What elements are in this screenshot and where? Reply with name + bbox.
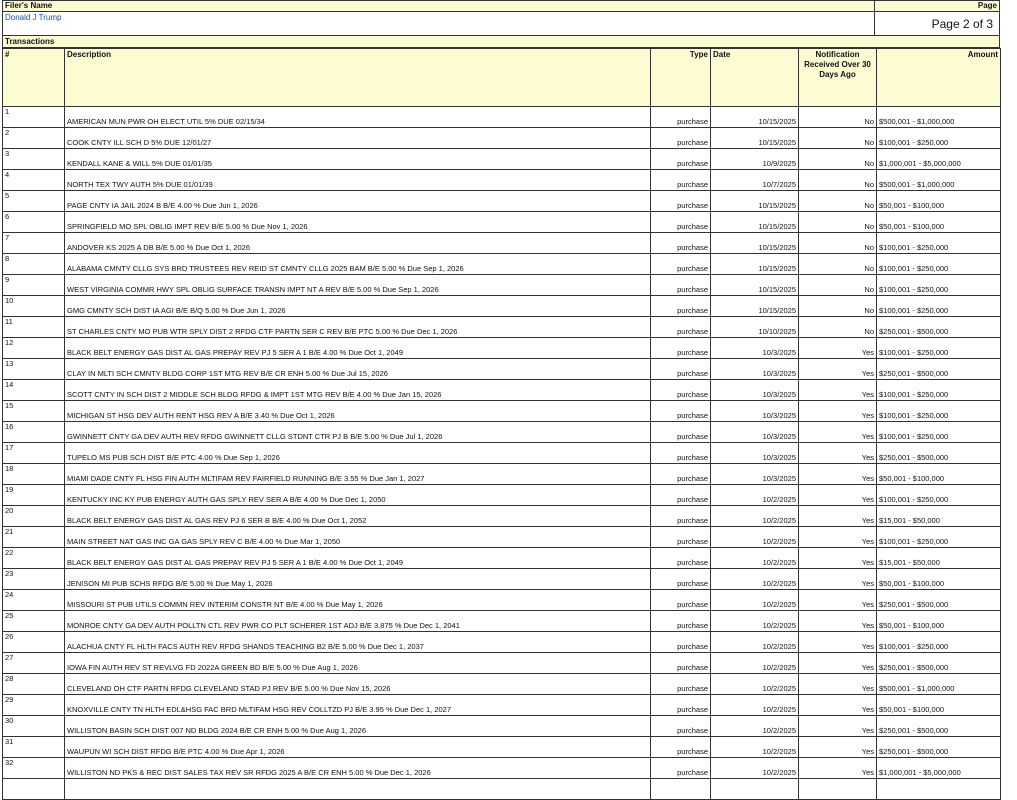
row-number: 13 <box>3 359 65 380</box>
date-cell: 10/2/2025 <box>711 653 799 674</box>
notification-cell: No <box>799 233 877 254</box>
table-row <box>3 212 1001 233</box>
type-cell: purchase <box>651 695 711 716</box>
amount-cell: $100,001 - $250,000 <box>877 401 1001 422</box>
amount-cell: $500,001 - $1,000,000 <box>877 170 1001 191</box>
date-cell: 10/2/2025 <box>711 674 799 695</box>
type-cell: purchase <box>651 548 711 569</box>
empty-row <box>3 779 1001 800</box>
date-cell: 10/2/2025 <box>711 548 799 569</box>
row-number: 31 <box>3 737 65 758</box>
type-cell: purchase <box>651 674 711 695</box>
column-header-type: Type <box>651 49 711 107</box>
date-cell: 10/2/2025 <box>711 632 799 653</box>
type-cell: purchase <box>651 443 711 464</box>
column-header-amount: Amount <box>877 49 1001 107</box>
amount-cell: $50,001 - $100,000 <box>877 212 1001 233</box>
page-number: Page 2 of 3 <box>931 17 993 31</box>
column-header-notification: Notification Received Over 30 Days Ago <box>799 49 877 107</box>
transactions-table <box>2 48 1001 800</box>
table-row <box>3 653 1001 674</box>
row-number: 32 <box>3 758 65 779</box>
column-header-date: Date <box>711 49 799 107</box>
row-number: 29 <box>3 695 65 716</box>
description-cell: ST CHARLES CNTY MO PUB WTR SPLY DIST 2 RFDG CTF PARTN SER C REV B/E PTC 5.00 % Due Dec 1, 2026 <box>65 317 651 338</box>
row-number: 11 <box>3 317 65 338</box>
type-cell: purchase <box>651 401 711 422</box>
table-row <box>3 359 1001 380</box>
date-cell: 10/15/2025 <box>711 107 799 128</box>
notification-cell: Yes <box>799 611 877 632</box>
row-number: 8 <box>3 254 65 275</box>
notification-cell: No <box>799 317 877 338</box>
amount-cell: $100,001 - $250,000 <box>877 254 1001 275</box>
amount-cell: $100,001 - $250,000 <box>877 422 1001 443</box>
amount-cell: $15,001 - $50,000 <box>877 548 1001 569</box>
row-number: 10 <box>3 296 65 317</box>
type-cell: purchase <box>651 737 711 758</box>
row-number: 12 <box>3 338 65 359</box>
notification-cell: Yes <box>799 359 877 380</box>
type-cell: purchase <box>651 233 711 254</box>
notification-cell: Yes <box>799 422 877 443</box>
amount-cell: $100,001 - $250,000 <box>877 632 1001 653</box>
table-row <box>3 338 1001 359</box>
table-row <box>3 737 1001 758</box>
filer-name-field <box>3 12 875 36</box>
transactions-body <box>3 107 1001 800</box>
amount-cell: $250,001 - $500,000 <box>877 737 1001 758</box>
notification-cell: No <box>799 107 877 128</box>
amount-cell: $100,001 - $250,000 <box>877 380 1001 401</box>
table-row <box>3 506 1001 527</box>
date-cell: 10/15/2025 <box>711 233 799 254</box>
description-cell: MICHIGAN ST HSG DEV AUTH RENT HSG REV A B/E 3.40 % Due Oct 1, 2026 <box>65 401 651 422</box>
description-cell: ALACHUA CNTY FL HLTH FACS AUTH REV RFDG SHANDS TEACHING B2 B/E 5.00 % Due Dec 1, 2037 <box>65 632 651 653</box>
notification-cell: No <box>799 191 877 212</box>
empty-cell <box>651 779 711 800</box>
filer-name-label: Filer's Name <box>3 1 875 12</box>
description-cell: PAGE CNTY IA JAIL 2024 B B/E 4.00 % Due Jun 1, 2026 <box>65 191 651 212</box>
column-header-number: # <box>3 49 65 107</box>
type-cell: purchase <box>651 149 711 170</box>
row-number: 3 <box>3 149 65 170</box>
row-number: 20 <box>3 506 65 527</box>
notification-cell: Yes <box>799 485 877 506</box>
description-cell: SCOTT CNTY IN SCH DIST 2 MIDDLE SCH BLDG RFDG & IMPT 1ST MTG REV B/E 4.00 % Due Jan 15, 2026 <box>65 380 651 401</box>
notification-cell: Yes <box>799 716 877 737</box>
description-cell: SPRINGFIELD MO SPL OBLIG IMPT REV B/E 5.00 % Due Nov 1, 2026 <box>65 212 651 233</box>
notification-cell: Yes <box>799 674 877 695</box>
description-cell: WILLISTON ND PKS & REC DIST SALES TAX REV SR RFDG 2025 A B/E CR ENH 5.00 % Due Dec 1, 2026 <box>65 758 651 779</box>
type-cell: purchase <box>651 380 711 401</box>
table-row <box>3 191 1001 212</box>
date-cell: 10/2/2025 <box>711 485 799 506</box>
amount-cell: $50,001 - $100,000 <box>877 695 1001 716</box>
description-cell: MONROE CNTY GA DEV AUTH POLLTN CTL REV PWR CO PLT SCHERER 1ST ADJ B/E 3.875 % Due Dec 1, 2041 <box>65 611 651 632</box>
table-row <box>3 632 1001 653</box>
notification-cell: Yes <box>799 653 877 674</box>
description-cell: MISSOURI ST PUB UTILS COMMN REV INTERIM CONSTR NT B/E 4.00 % Due May 1, 2026 <box>65 590 651 611</box>
type-cell: purchase <box>651 506 711 527</box>
notification-cell: Yes <box>799 590 877 611</box>
row-number: 5 <box>3 191 65 212</box>
type-cell: purchase <box>651 611 711 632</box>
description-cell: KENTUCKY INC KY PUB ENERGY AUTH GAS SPLY REV SER A B/E 4.00 % Due Dec 1, 2050 <box>65 485 651 506</box>
type-cell: purchase <box>651 359 711 380</box>
notification-cell: Yes <box>799 527 877 548</box>
amount-cell: $250,001 - $500,000 <box>877 317 1001 338</box>
type-cell: purchase <box>651 170 711 191</box>
table-row <box>3 128 1001 149</box>
amount-cell: $1,000,001 - $5,000,000 <box>877 758 1001 779</box>
notification-cell: No <box>799 212 877 233</box>
table-row <box>3 758 1001 779</box>
row-number: 19 <box>3 485 65 506</box>
description-cell: MAIN STREET NAT GAS INC GA GAS SPLY REV C B/E 4.00 % Due Mar 1, 2050 <box>65 527 651 548</box>
row-number: 16 <box>3 422 65 443</box>
row-number: 2 <box>3 128 65 149</box>
date-cell: 10/3/2025 <box>711 422 799 443</box>
notification-cell: No <box>799 296 877 317</box>
table-row <box>3 275 1001 296</box>
filer-header <box>2 0 1000 36</box>
date-cell: 10/2/2025 <box>711 611 799 632</box>
notification-cell: Yes <box>799 548 877 569</box>
row-number: 27 <box>3 653 65 674</box>
date-cell: 10/15/2025 <box>711 128 799 149</box>
date-cell: 10/2/2025 <box>711 569 799 590</box>
description-cell: ANDOVER KS 2025 A DB B/E 5.00 % Due Oct 1, 2026 <box>65 233 651 254</box>
amount-cell: $250,001 - $500,000 <box>877 653 1001 674</box>
date-cell: 10/3/2025 <box>711 359 799 380</box>
column-header-description: Description <box>65 49 651 107</box>
type-cell: purchase <box>651 485 711 506</box>
type-cell: purchase <box>651 653 711 674</box>
table-row <box>3 233 1001 254</box>
type-cell: purchase <box>651 254 711 275</box>
amount-cell: $100,001 - $250,000 <box>877 275 1001 296</box>
notification-cell: Yes <box>799 380 877 401</box>
empty-cell <box>799 779 877 800</box>
description-cell: CLAY IN MLTI SCH CMNTY BLDG CORP 1ST MTG REV B/E CR ENH 5.00 % Due Jul 15, 2026 <box>65 359 651 380</box>
notification-cell: No <box>799 149 877 170</box>
notification-cell: Yes <box>799 464 877 485</box>
empty-cell <box>877 779 1001 800</box>
type-cell: purchase <box>651 128 711 149</box>
date-cell: 10/2/2025 <box>711 716 799 737</box>
date-cell: 10/2/2025 <box>711 758 799 779</box>
amount-cell: $500,001 - $1,000,000 <box>877 107 1001 128</box>
date-cell: 10/2/2025 <box>711 737 799 758</box>
amount-cell: $100,001 - $250,000 <box>877 527 1001 548</box>
row-number: 7 <box>3 233 65 254</box>
table-row <box>3 716 1001 737</box>
description-cell: IOWA FIN AUTH REV ST REVLVG FD 2022A GREEN BD B/E 5.00 % Due Aug 1, 2026 <box>65 653 651 674</box>
table-row <box>3 569 1001 590</box>
description-cell: KENDALL KANE & WILL 5% DUE 01/01/35 <box>65 149 651 170</box>
notification-cell: No <box>799 170 877 191</box>
description-cell: GMG CMNTY SCH DIST IA AGI B/E B/Q 5.00 % Due Jun 1, 2026 <box>65 296 651 317</box>
row-number: 23 <box>3 569 65 590</box>
notification-cell: Yes <box>799 632 877 653</box>
transactions-section-label: Transactions <box>2 36 1000 48</box>
type-cell: purchase <box>651 590 711 611</box>
row-number: 1 <box>3 107 65 128</box>
type-cell: purchase <box>651 296 711 317</box>
notification-cell: Yes <box>799 695 877 716</box>
table-row <box>3 443 1001 464</box>
date-cell: 10/3/2025 <box>711 401 799 422</box>
amount-cell: $50,001 - $100,000 <box>877 611 1001 632</box>
row-number: 18 <box>3 464 65 485</box>
description-cell: MIAMI DADE CNTY FL HSG FIN AUTH MLTIFAM REV FAIRFIELD RUNNING B/E 3.55 % Due Jan 1, 2027 <box>65 464 651 485</box>
description-cell: WEST VIRGINIA COMMR HWY SPL OBLIG SURFACE TRANSN IMPT NT A REV B/E 5.00 % Due Sep 1, 2026 <box>65 275 651 296</box>
table-row <box>3 548 1001 569</box>
date-cell: 10/15/2025 <box>711 212 799 233</box>
table-row <box>3 107 1001 128</box>
date-cell: 10/3/2025 <box>711 338 799 359</box>
table-row <box>3 254 1001 275</box>
date-cell: 10/15/2025 <box>711 296 799 317</box>
date-cell: 10/2/2025 <box>711 590 799 611</box>
description-cell: COOK CNTY ILL SCH D 5% DUE 12/01/27 <box>65 128 651 149</box>
amount-cell: $250,001 - $500,000 <box>877 716 1001 737</box>
date-cell: 10/2/2025 <box>711 695 799 716</box>
date-cell: 10/15/2025 <box>711 254 799 275</box>
row-number: 17 <box>3 443 65 464</box>
row-number: 9 <box>3 275 65 296</box>
row-number: 25 <box>3 611 65 632</box>
date-cell: 10/15/2025 <box>711 191 799 212</box>
notification-cell: Yes <box>799 401 877 422</box>
type-cell: purchase <box>651 527 711 548</box>
description-cell: BLACK BELT ENERGY GAS DIST AL GAS REV PJ 6 SER B B/E 4.00 % Due Oct 1, 2052 <box>65 506 651 527</box>
description-cell: BLACK BELT ENERGY GAS DIST AL GAS PREPAY REV PJ 5 SER A 1 B/E 4.00 % Due Oct 1, 2049 <box>65 338 651 359</box>
amount-cell: $100,001 - $250,000 <box>877 296 1001 317</box>
table-row <box>3 401 1001 422</box>
empty-cell <box>65 779 651 800</box>
table-row <box>3 590 1001 611</box>
notification-cell: Yes <box>799 569 877 590</box>
row-number: 22 <box>3 548 65 569</box>
date-cell: 10/15/2025 <box>711 275 799 296</box>
table-row <box>3 317 1001 338</box>
date-cell: 10/7/2025 <box>711 170 799 191</box>
type-cell: purchase <box>651 212 711 233</box>
type-cell: purchase <box>651 569 711 590</box>
row-number: 21 <box>3 527 65 548</box>
table-row <box>3 380 1001 401</box>
amount-cell: $100,001 - $250,000 <box>877 233 1001 254</box>
type-cell: purchase <box>651 632 711 653</box>
description-cell: TUPELO MS PUB SCH DIST B/E PTC 4.00 % Due Sep 1, 2026 <box>65 443 651 464</box>
description-cell: BLACK BELT ENERGY GAS DIST AL GAS PREPAY REV PJ 5 SER A 1 B/E 4.00 % Due Oct 1, 2049 <box>65 548 651 569</box>
empty-cell <box>711 779 799 800</box>
amount-cell: $250,001 - $500,000 <box>877 590 1001 611</box>
description-cell: ALABAMA CMNTY CLLG SYS BRD TRUSTEES REV REID ST CMNTY CLLG 2025 BAM B/E 5.00 % Due Sep 1, 2026 <box>65 254 651 275</box>
description-cell: KNOXVILLE CNTY TN HLTH EDL&HSG FAC BRD MLTIFAM HSG REV COLLTZD PJ B/E 3.95 % Due Dec 1, 2027 <box>65 695 651 716</box>
row-number: 28 <box>3 674 65 695</box>
amount-cell: $50,001 - $100,000 <box>877 191 1001 212</box>
amount-cell: $50,001 - $100,000 <box>877 569 1001 590</box>
filer-name-value: Donald J Trump <box>5 13 62 22</box>
notification-cell: Yes <box>799 758 877 779</box>
date-cell: 10/3/2025 <box>711 380 799 401</box>
row-number: 24 <box>3 590 65 611</box>
amount-cell: $100,001 - $250,000 <box>877 485 1001 506</box>
row-number: 30 <box>3 716 65 737</box>
amount-cell: $1,000,001 - $5,000,000 <box>877 149 1001 170</box>
notification-cell: Yes <box>799 737 877 758</box>
description-cell: NORTH TEX TWY AUTH 5% DUE 01/01/39 <box>65 170 651 191</box>
page-label: Page <box>875 1 999 12</box>
date-cell: 10/3/2025 <box>711 464 799 485</box>
row-number: 4 <box>3 170 65 191</box>
table-row <box>3 611 1001 632</box>
description-cell: WAUPUN WI SCH DIST RFDG B/E PTC 4.00 % Due Apr 1, 2026 <box>65 737 651 758</box>
description-cell: WILLISTON BASIN SCH DIST 007 ND BLDG 2024 B/E CR ENH 5.00 % Due Aug 1, 2026 <box>65 716 651 737</box>
amount-cell: $250,001 - $500,000 <box>877 359 1001 380</box>
type-cell: purchase <box>651 338 711 359</box>
amount-cell: $500,001 - $1,000,000 <box>877 674 1001 695</box>
date-cell: 10/2/2025 <box>711 506 799 527</box>
type-cell: purchase <box>651 758 711 779</box>
table-row <box>3 170 1001 191</box>
notification-cell: Yes <box>799 338 877 359</box>
type-cell: purchase <box>651 422 711 443</box>
table-row <box>3 695 1001 716</box>
table-row <box>3 149 1001 170</box>
date-cell: 10/9/2025 <box>711 149 799 170</box>
date-cell: 10/2/2025 <box>711 527 799 548</box>
date-cell: 10/10/2025 <box>711 317 799 338</box>
amount-cell: $250,001 - $500,000 <box>877 443 1001 464</box>
row-number: 15 <box>3 401 65 422</box>
type-cell: purchase <box>651 275 711 296</box>
table-row <box>3 485 1001 506</box>
table-row <box>3 296 1001 317</box>
table-row <box>3 464 1001 485</box>
row-number: 26 <box>3 632 65 653</box>
empty-cell <box>3 779 65 800</box>
table-header-row <box>3 49 1001 107</box>
amount-cell: $15,001 - $50,000 <box>877 506 1001 527</box>
description-cell: AMERICAN MUN PWR OH ELECT UTIL 5% DUE 02/15/34 <box>65 107 651 128</box>
table-row <box>3 422 1001 443</box>
description-cell: GWINNETT CNTY GA DEV AUTH REV RFDG GWINNETT CLLG STDNT CTR PJ B B/E 5.00 % Due Jul 1, 2026 <box>65 422 651 443</box>
description-cell: JENISON MI PUB SCHS RFDG B/E 5.00 % Due May 1, 2026 <box>65 569 651 590</box>
notification-cell: No <box>799 275 877 296</box>
type-cell: purchase <box>651 107 711 128</box>
row-number: 6 <box>3 212 65 233</box>
amount-cell: $100,001 - $250,000 <box>877 128 1001 149</box>
row-number: 14 <box>3 380 65 401</box>
table-row <box>3 527 1001 548</box>
date-cell: 10/3/2025 <box>711 443 799 464</box>
notification-cell: No <box>799 128 877 149</box>
type-cell: purchase <box>651 191 711 212</box>
table-row <box>3 674 1001 695</box>
disclosure-page <box>2 0 1000 790</box>
type-cell: purchase <box>651 716 711 737</box>
amount-cell: $100,001 - $250,000 <box>877 338 1001 359</box>
description-cell: CLEVELAND OH CTF PARTN RFDG CLEVELAND STAD PJ REV B/E 5.00 % Due Nov 15, 2026 <box>65 674 651 695</box>
notification-cell: Yes <box>799 506 877 527</box>
amount-cell: $50,001 - $100,000 <box>877 464 1001 485</box>
notification-cell: Yes <box>799 443 877 464</box>
type-cell: purchase <box>651 464 711 485</box>
type-cell: purchase <box>651 317 711 338</box>
notification-cell: No <box>799 254 877 275</box>
